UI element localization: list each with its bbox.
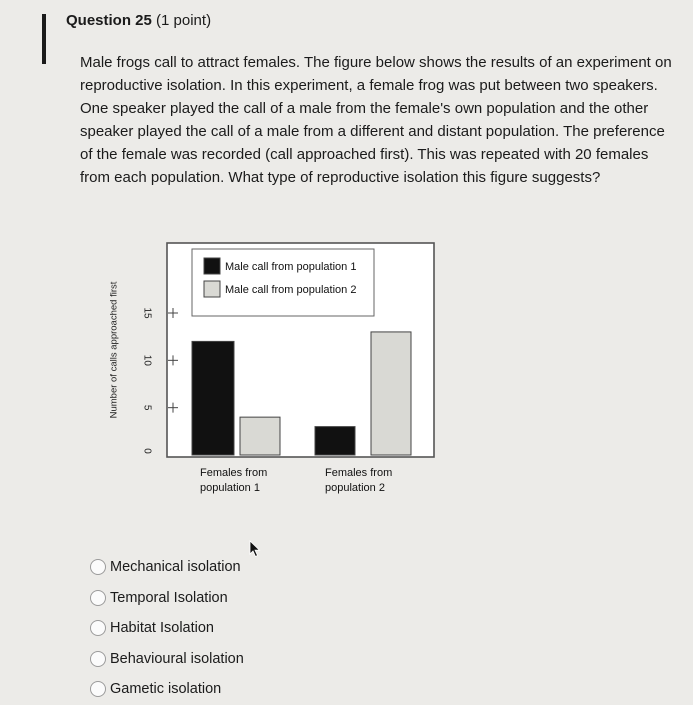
y-axis-title: Number of calls approached first	[108, 281, 120, 419]
option-label[interactable]: Behavioural isolation	[110, 650, 244, 667]
question-text: Male frogs call to attract females. The figure below shows the results of an experiment on reproductive isolation. In this experiment, a female frog was put between two speakers. One speaker played the call of a male from the female's own population and the other speaker played the call of a male from a different and distant population. The preference of the female was recorded (call approached first). This was repeated with 20 females from each population. What type of reproductive isolation this figure suggests?	[80, 54, 672, 186]
radio-button[interactable]	[90, 681, 106, 697]
question-marker-bar	[42, 14, 46, 64]
x-category-label: population 2	[325, 482, 385, 494]
bar-chart	[100, 238, 440, 500]
bar-pop1-call-group2	[315, 427, 355, 455]
bar-pop2-call-group2	[371, 332, 411, 455]
option-habitat[interactable]	[90, 613, 244, 644]
option-behavioural[interactable]	[90, 644, 244, 675]
option-label[interactable]: Temporal Isolation	[110, 589, 228, 606]
question-points: (1 point)	[156, 12, 212, 29]
option-label[interactable]: Gametic isolation	[110, 681, 222, 698]
legend-swatch	[204, 281, 220, 297]
x-category-label: Females from	[325, 467, 393, 479]
option-mechanical[interactable]	[90, 552, 244, 583]
question-header	[66, 12, 211, 29]
legend-label: Male call from population 1	[225, 260, 357, 273]
y-tick-label: 5	[141, 404, 153, 411]
legend-label: Male call from population 2	[225, 283, 357, 296]
option-label[interactable]: Mechanical isolation	[110, 559, 241, 576]
legend-swatch	[204, 258, 220, 274]
bar-pop2-call-group1	[240, 417, 280, 455]
option-temporal[interactable]	[90, 583, 244, 614]
mouse-cursor-icon	[249, 540, 261, 558]
y-tick-label: 0	[141, 448, 153, 454]
radio-button[interactable]	[90, 590, 106, 606]
radio-button[interactable]	[90, 620, 106, 636]
y-tick-label: 15	[141, 307, 153, 319]
chart-figure	[100, 238, 440, 505]
bar-pop1-call-group1	[192, 341, 234, 455]
x-category-label: Females from	[200, 467, 268, 479]
question-number: Question 25	[66, 12, 152, 29]
radio-button[interactable]	[90, 651, 106, 667]
answer-options	[90, 552, 244, 705]
x-category-label: population 1	[200, 482, 260, 494]
y-tick-label: 10	[141, 354, 153, 366]
option-label[interactable]: Habitat Isolation	[110, 620, 214, 637]
radio-button[interactable]	[90, 559, 106, 575]
